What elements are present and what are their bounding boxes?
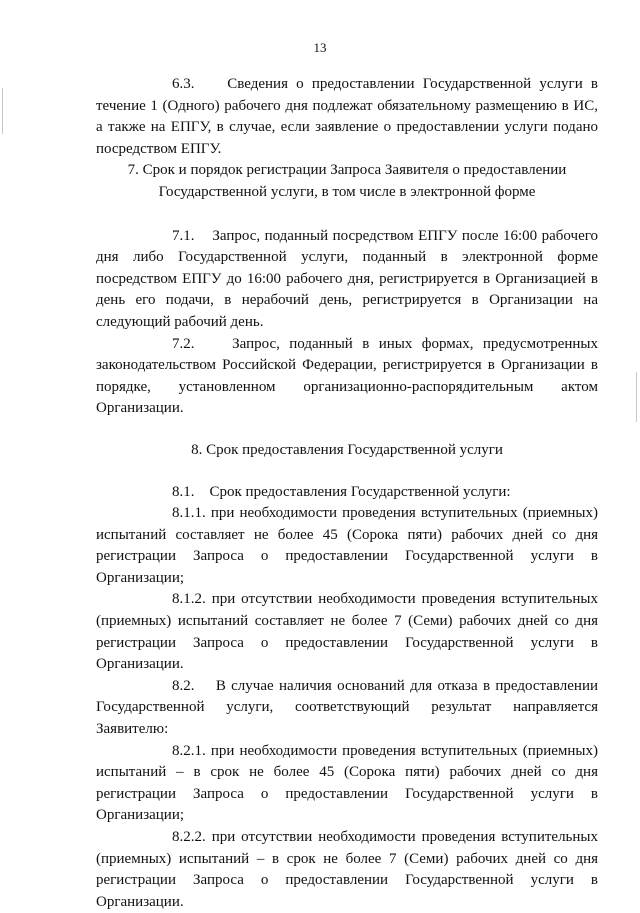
paragraph-text: Сведения о предоставлении Государственной услуги в течение 1 (Одного) рабочего дня подлежат обязательному размещению в ИС, а также на ЕПГУ, в случае, если заявление о предоставлении услуги подано посредством ЕПГУ.	[96, 76, 598, 157]
paragraph-8-1-1	[96, 503, 598, 589]
paragraph-text: Запрос, поданный посредством ЕПГУ после 16:00 рабочего дня либо Государственной услуги, поданный в электронной форме посредством ЕПГУ до 16:00 рабочего дня, регистрируется в Организацией в день его подачи, в нерабочий день, регистрируется в Организации на следующий рабочий день.	[96, 227, 599, 330]
paragraph-text: при необходимости проведения вступительных (приемных) испытаний составляет не более 45 (Сорока пяти) рабочих дней со дня регистрации Запроса о предоставлении Государственной услуги в Организации;	[96, 505, 599, 586]
scan-edge-mark	[2, 88, 3, 134]
item-number: 8.1.1.	[172, 505, 206, 522]
paragraph-8-2	[96, 676, 598, 741]
item-number: 8.2.1.	[172, 742, 206, 759]
paragraph-7-2	[96, 334, 598, 420]
section-heading-8: 8. Срок предоставления Государственной услуги	[191, 441, 503, 458]
paragraph-7-1	[96, 226, 598, 334]
paragraph-6-3	[96, 74, 598, 160]
heading-line: 7. Срок и порядок регистрации Запроса Заявителя о предоставлении	[127, 162, 567, 179]
scan-edge-mark	[636, 372, 637, 422]
paragraph-8-1-2	[96, 589, 598, 675]
paragraph-text: при необходимости проведения вступительных (приемных) испытаний – в срок не более 45 (Сорока пяти) рабочих дней со дня регистрации Запроса о предоставлении Государственной услуги в Организации;	[96, 742, 599, 824]
item-number: 8.2.2.	[172, 829, 206, 845]
paragraph-text: Запрос, поданный в иных формах, предусмотренных законодательством Российской Федерации, регистрируется в Организации в порядке, установленном организационно-распорядительным актом Организации.	[96, 335, 599, 417]
item-number: 8.1.2.	[172, 591, 206, 608]
paragraph-8-2-1	[96, 741, 598, 827]
item-number: 6.3.	[172, 76, 195, 92]
document-body	[96, 74, 598, 913]
paragraph-8-2-2	[96, 827, 598, 913]
heading-line: Государственной услуги, в том числе в электронной форме	[158, 183, 536, 200]
item-number: 7.1.	[172, 227, 195, 244]
paragraph-text: при отсутствии необходимости проведения вступительных (приемных) испытаний – в срок не более 7 (Семи) рабочих дней со дня регистрации Запроса о предоставлении Государственной услуги в Организации.	[96, 829, 598, 910]
item-number: 8.2.	[172, 677, 195, 694]
item-number: 8.1.	[172, 483, 195, 500]
page-number: 13	[313, 40, 327, 55]
section-heading-7	[96, 160, 598, 203]
paragraph-text: Срок предоставления Государственной услуги:	[209, 483, 511, 500]
paragraph-8-1	[96, 482, 598, 504]
paragraph-text: В случае наличия оснований для отказа в предоставлении Государственной услуги, соответствующий результат направляется Заявителю:	[96, 677, 599, 738]
item-number: 7.2.	[172, 335, 195, 352]
paragraph-text: при отсутствии необходимости проведения вступительных (приемных) испытаний составляет не более 7 (Семи) рабочих дней со дня регистрации Запроса о предоставлении Государственной услуги в Организации.	[96, 591, 598, 673]
